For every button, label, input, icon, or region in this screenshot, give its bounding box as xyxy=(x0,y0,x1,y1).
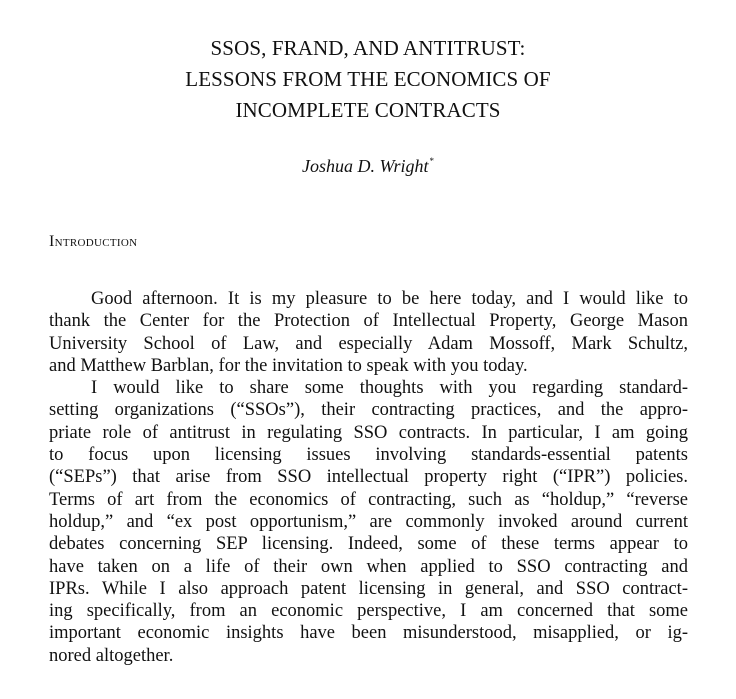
author-byline xyxy=(0,150,736,177)
paragraph-1 xyxy=(49,288,688,377)
text-line: I would like to share some thoughts with you regarding standard- xyxy=(91,378,688,399)
text-line: Good afternoon. It is my pleasure to be here today, and I would like to xyxy=(91,289,688,309)
text-line: and Matthew Barblan, for the invitation to speak with you today. xyxy=(49,355,528,376)
body-text xyxy=(49,288,688,667)
text-line: holdup,” and “ex post opportunism,” are commonly invoked around current xyxy=(49,511,688,532)
article-title xyxy=(0,33,736,126)
text-line: priate role of antitrust in regulating SSO contracts. In particular, I am going xyxy=(49,422,688,443)
text-line: have taken on a life of their own when applied to SSO contracting and xyxy=(49,556,688,577)
text-line: debates concerning SEP licensing. Indeed, some of these terms appear to xyxy=(49,534,688,555)
text-line: University School of Law, and especially Adam Mossoff, Mark Schultz, xyxy=(49,333,688,354)
title-line-2: LESSONS FROM THE ECONOMICS OF xyxy=(185,67,551,91)
text-line: thank the Center for the Protection of Intellectual Property, George Mason xyxy=(49,311,688,332)
text-line: IPRs. While I also approach patent licensing in general, and SSO contract- xyxy=(49,578,688,599)
paragraph-2 xyxy=(49,377,688,667)
section-heading: Introduction xyxy=(49,233,138,250)
author-name: Joshua D. Wright xyxy=(301,156,429,176)
title-line-3: INCOMPLETE CONTRACTS xyxy=(235,98,501,122)
text-line: Terms of art from the economics of contracting, such as “holdup,” “reverse xyxy=(49,489,688,510)
text-line: (“SEPs”) that arise from SSO intellectual property right (“IPR”) policies. xyxy=(49,467,688,488)
text-line: nored altogether. xyxy=(49,645,174,666)
author-footnote-mark[interactable]: * xyxy=(429,156,434,166)
title-line-1: SSOS, FRAND, AND ANTITRUST: xyxy=(210,36,526,60)
text-line: important economic insights have been misunderstood, misapplied, or ig- xyxy=(49,623,688,644)
text-line: setting organizations (“SSOs”), their contracting practices, and the appro- xyxy=(49,400,688,421)
text-line: ing specifically, from an economic perspective, I am concerned that some xyxy=(49,601,688,622)
text-line: to focus upon licensing issues involving standards-essential patents xyxy=(49,445,688,466)
